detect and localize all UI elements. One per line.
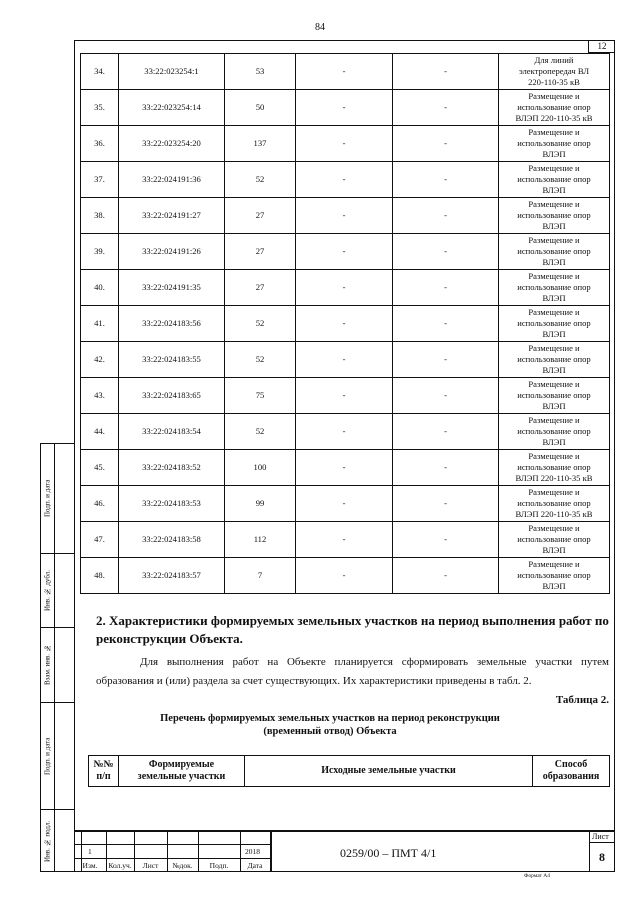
permitted-use-line: ВЛЭП: [542, 185, 566, 195]
area: 53: [225, 54, 296, 90]
area: 27: [225, 198, 296, 234]
permitted-use-line: использование опор: [517, 534, 591, 544]
permitted-use: [499, 90, 610, 126]
col-4: -: [296, 450, 393, 486]
area: 52: [225, 342, 296, 378]
sidebar-value-col: [54, 443, 74, 872]
area: 112: [225, 522, 296, 558]
stamp-year: 2018: [245, 847, 260, 856]
row-number: 44.: [81, 414, 119, 450]
permitted-use-line: ВЛЭП: [542, 221, 566, 231]
row-number: 36.: [81, 126, 119, 162]
permitted-use-line: ВЛЭП: [542, 329, 566, 339]
cadastral-number: 33:22:024191:36: [119, 162, 225, 198]
table-row: [81, 162, 610, 198]
cadastral-number: 33:22:023254:14: [119, 90, 225, 126]
permitted-use-line: использование опор: [517, 210, 591, 220]
col-4: -: [296, 306, 393, 342]
col-4: -: [296, 270, 393, 306]
col-4: -: [296, 558, 393, 594]
permitted-use: [499, 126, 610, 162]
col-4: -: [296, 522, 393, 558]
permitted-use: [499, 342, 610, 378]
sidebar-label-col: [40, 443, 54, 872]
format-label: Формат А4: [524, 873, 551, 879]
permitted-use-line: использование опор: [517, 570, 591, 580]
permitted-use-line: ВЛЭП: [542, 581, 566, 591]
row-number: 42.: [81, 342, 119, 378]
col-5: -: [393, 162, 499, 198]
row-number: 35.: [81, 90, 119, 126]
permitted-use-line: ВЛЭП: [542, 545, 566, 555]
permitted-use-line: Для линий: [534, 55, 574, 65]
stamp-label-list: Лист: [142, 861, 159, 870]
land-plots-table: [80, 53, 610, 594]
table-row: [81, 270, 610, 306]
cadastral-number: 33:22:024183:55: [119, 342, 225, 378]
row-number: 34.: [81, 54, 119, 90]
col-4: -: [296, 162, 393, 198]
col-5: -: [393, 306, 499, 342]
row-number: 39.: [81, 234, 119, 270]
col-5: -: [393, 234, 499, 270]
table-row: [81, 54, 610, 90]
permitted-use-line: Размещение и: [528, 415, 580, 425]
cadastral-number: 33:22:024183:57: [119, 558, 225, 594]
row-number: 45.: [81, 450, 119, 486]
table-2-header: [88, 755, 610, 787]
stamp-label-izm: Изм.: [82, 861, 98, 870]
permitted-use-line: ВЛЭП 220-110-35 кВ: [515, 473, 593, 483]
left-stamp-sidebar: [40, 443, 74, 872]
cadastral-number: 33:22:024183:52: [119, 450, 225, 486]
sidebar-label: Инв. № подл.: [43, 820, 52, 863]
permitted-use-line: ВЛЭП: [542, 257, 566, 267]
row-number: 40.: [81, 270, 119, 306]
permitted-use-line: электропередач ВЛ: [518, 66, 590, 76]
permitted-use-line: использование опор: [517, 282, 591, 292]
page-number: 84: [315, 22, 325, 33]
area: 52: [225, 162, 296, 198]
col-4: -: [296, 342, 393, 378]
row-number: 37.: [81, 162, 119, 198]
row-number: 47.: [81, 522, 119, 558]
col-4: -: [296, 198, 393, 234]
cadastral-number: 33:22:024183:54: [119, 414, 225, 450]
area: 50: [225, 90, 296, 126]
table-row: [81, 306, 610, 342]
permitted-use-line: ВЛЭП 220-110-35 кВ: [515, 113, 593, 123]
col-5: -: [393, 558, 499, 594]
row-number: 41.: [81, 306, 119, 342]
table-row: [81, 198, 610, 234]
permitted-use-line: Размещение и: [528, 559, 580, 569]
permitted-use: [499, 162, 610, 198]
table-row: [81, 414, 610, 450]
table-row: [81, 558, 610, 594]
table-row: [81, 90, 610, 126]
permitted-use-line: 220-110-35 кВ: [528, 77, 580, 87]
stamp-sheet-label: Лист: [592, 832, 609, 841]
permitted-use-line: Размещение и: [528, 235, 580, 245]
permitted-use-line: Размещение и: [528, 91, 580, 101]
sidebar-label: Взам. инв. №: [43, 644, 52, 686]
table-title-line-1: Перечень формируемых земельных участков на период реконструкции: [160, 713, 500, 724]
cadastral-number: 33:22:024183:56: [119, 306, 225, 342]
permitted-use-line: ВЛЭП: [542, 293, 566, 303]
permitted-use: [499, 234, 610, 270]
permitted-use-line: Размещение и: [528, 379, 580, 389]
permitted-use: [499, 522, 610, 558]
col-5: -: [393, 414, 499, 450]
cadastral-number: 33:22:024183:58: [119, 522, 225, 558]
permitted-use: [499, 486, 610, 522]
permitted-use-line: Размещение и: [528, 307, 580, 317]
permitted-use: [499, 198, 610, 234]
table-row: [81, 486, 610, 522]
permitted-use-line: использование опор: [517, 390, 591, 400]
sidebar-label: Инв. № дубл.: [43, 570, 52, 611]
permitted-use-line: Размещение и: [528, 163, 580, 173]
col-4: -: [296, 414, 393, 450]
col-5: -: [393, 126, 499, 162]
row-number: 48.: [81, 558, 119, 594]
cadastral-number: 33:22:024191:35: [119, 270, 225, 306]
permitted-use-line: Размещение и: [528, 343, 580, 353]
stamp-label-kolvo: Кол.уч.: [108, 861, 132, 870]
col-4: -: [296, 126, 393, 162]
permitted-use-line: использование опор: [517, 426, 591, 436]
area: 137: [225, 126, 296, 162]
row-number: 46.: [81, 486, 119, 522]
stamp-label-podp: Подп.: [209, 861, 229, 870]
document-code: 0259/00 – ПМТ 4/1: [340, 846, 437, 860]
header-source: Исходные земельные участки: [245, 756, 533, 787]
permitted-use: [499, 306, 610, 342]
area: 52: [225, 414, 296, 450]
corner-sheet-number: 12: [588, 40, 615, 53]
col-5: -: [393, 342, 499, 378]
area: 100: [225, 450, 296, 486]
permitted-use-line: Размещение и: [528, 127, 580, 137]
permitted-use-line: Размещение и: [528, 451, 580, 461]
permitted-use-line: использование опор: [517, 102, 591, 112]
stamp-label-data: Дата: [247, 861, 263, 870]
cadastral-number: 33:22:024191:26: [119, 234, 225, 270]
permitted-use-line: ВЛЭП: [542, 401, 566, 411]
header-formed: Формируемые земельные участки: [119, 756, 245, 787]
col-5: -: [393, 198, 499, 234]
cadastral-number: 33:22:023254:1: [119, 54, 225, 90]
col-5: -: [393, 54, 499, 90]
permitted-use: [499, 414, 610, 450]
table-title: [120, 712, 540, 738]
permitted-use-line: использование опор: [517, 354, 591, 364]
permitted-use: [499, 270, 610, 306]
area: 99: [225, 486, 296, 522]
col-4: -: [296, 378, 393, 414]
area: 27: [225, 234, 296, 270]
table-label: Таблица 2.: [555, 694, 609, 706]
table-row: [81, 378, 610, 414]
row-number: 38.: [81, 198, 119, 234]
permitted-use-line: ВЛЭП: [542, 149, 566, 159]
permitted-use-line: Размещение и: [528, 271, 580, 281]
table-title-line-2: (временный отвод) Объекта: [263, 726, 397, 737]
stamp-sheet-number: 8: [599, 850, 605, 864]
permitted-use-line: использование опор: [517, 318, 591, 328]
col-5: -: [393, 486, 499, 522]
permitted-use-line: Размещение и: [528, 523, 580, 533]
cadastral-number: 33:22:024183:65: [119, 378, 225, 414]
sidebar-label: Подп. и дата: [43, 737, 52, 775]
stamp-revision: 1: [88, 847, 92, 856]
col-5: -: [393, 450, 499, 486]
area: 75: [225, 378, 296, 414]
permitted-use-line: ВЛЭП: [542, 437, 566, 447]
permitted-use: [499, 54, 610, 90]
col-4: -: [296, 90, 393, 126]
permitted-use-line: использование опор: [517, 138, 591, 148]
col-4: -: [296, 54, 393, 90]
cadastral-number: 33:22:024191:27: [119, 198, 225, 234]
permitted-use-line: использование опор: [517, 498, 591, 508]
section-paragraph: Для выполнения работ на Объекте планируется сформировать земельные участки путем образования и (или) раздела за счет существующих. Их характеристики приведены в табл. 2.: [96, 656, 609, 687]
permitted-use-line: использование опор: [517, 246, 591, 256]
col-5: -: [393, 378, 499, 414]
col-4: -: [296, 234, 393, 270]
permitted-use-line: Размещение и: [528, 487, 580, 497]
stamp-label-ndoc: №док.: [172, 861, 193, 870]
permitted-use: [499, 558, 610, 594]
table-row: [81, 126, 610, 162]
col-4: -: [296, 486, 393, 522]
table-row: [81, 234, 610, 270]
permitted-use-line: ВЛЭП: [542, 365, 566, 375]
area: 27: [225, 270, 296, 306]
header-method: Способ образования: [533, 756, 610, 787]
permitted-use-line: использование опор: [517, 174, 591, 184]
table-row: [81, 522, 610, 558]
permitted-use: [499, 450, 610, 486]
permitted-use-line: использование опор: [517, 462, 591, 472]
area: 7: [225, 558, 296, 594]
col-5: -: [393, 522, 499, 558]
cadastral-number: 33:22:024183:53: [119, 486, 225, 522]
col-5: -: [393, 270, 499, 306]
section-heading: 2. Характеристики формируемых земельных участков на период выполнения работ по реконструкции Объекта.: [96, 613, 609, 646]
permitted-use: [499, 378, 610, 414]
row-number: 43.: [81, 378, 119, 414]
area: 52: [225, 306, 296, 342]
header-num: №№ п/п: [89, 756, 119, 787]
table-row: [81, 342, 610, 378]
permitted-use-line: Размещение и: [528, 199, 580, 209]
table-row: [81, 450, 610, 486]
col-5: -: [393, 90, 499, 126]
sidebar-label: Подп. и дата: [43, 479, 52, 518]
permitted-use-line: ВЛЭП 220-110-35 кВ: [515, 509, 593, 519]
cadastral-number: 33:22:023254:20: [119, 126, 225, 162]
